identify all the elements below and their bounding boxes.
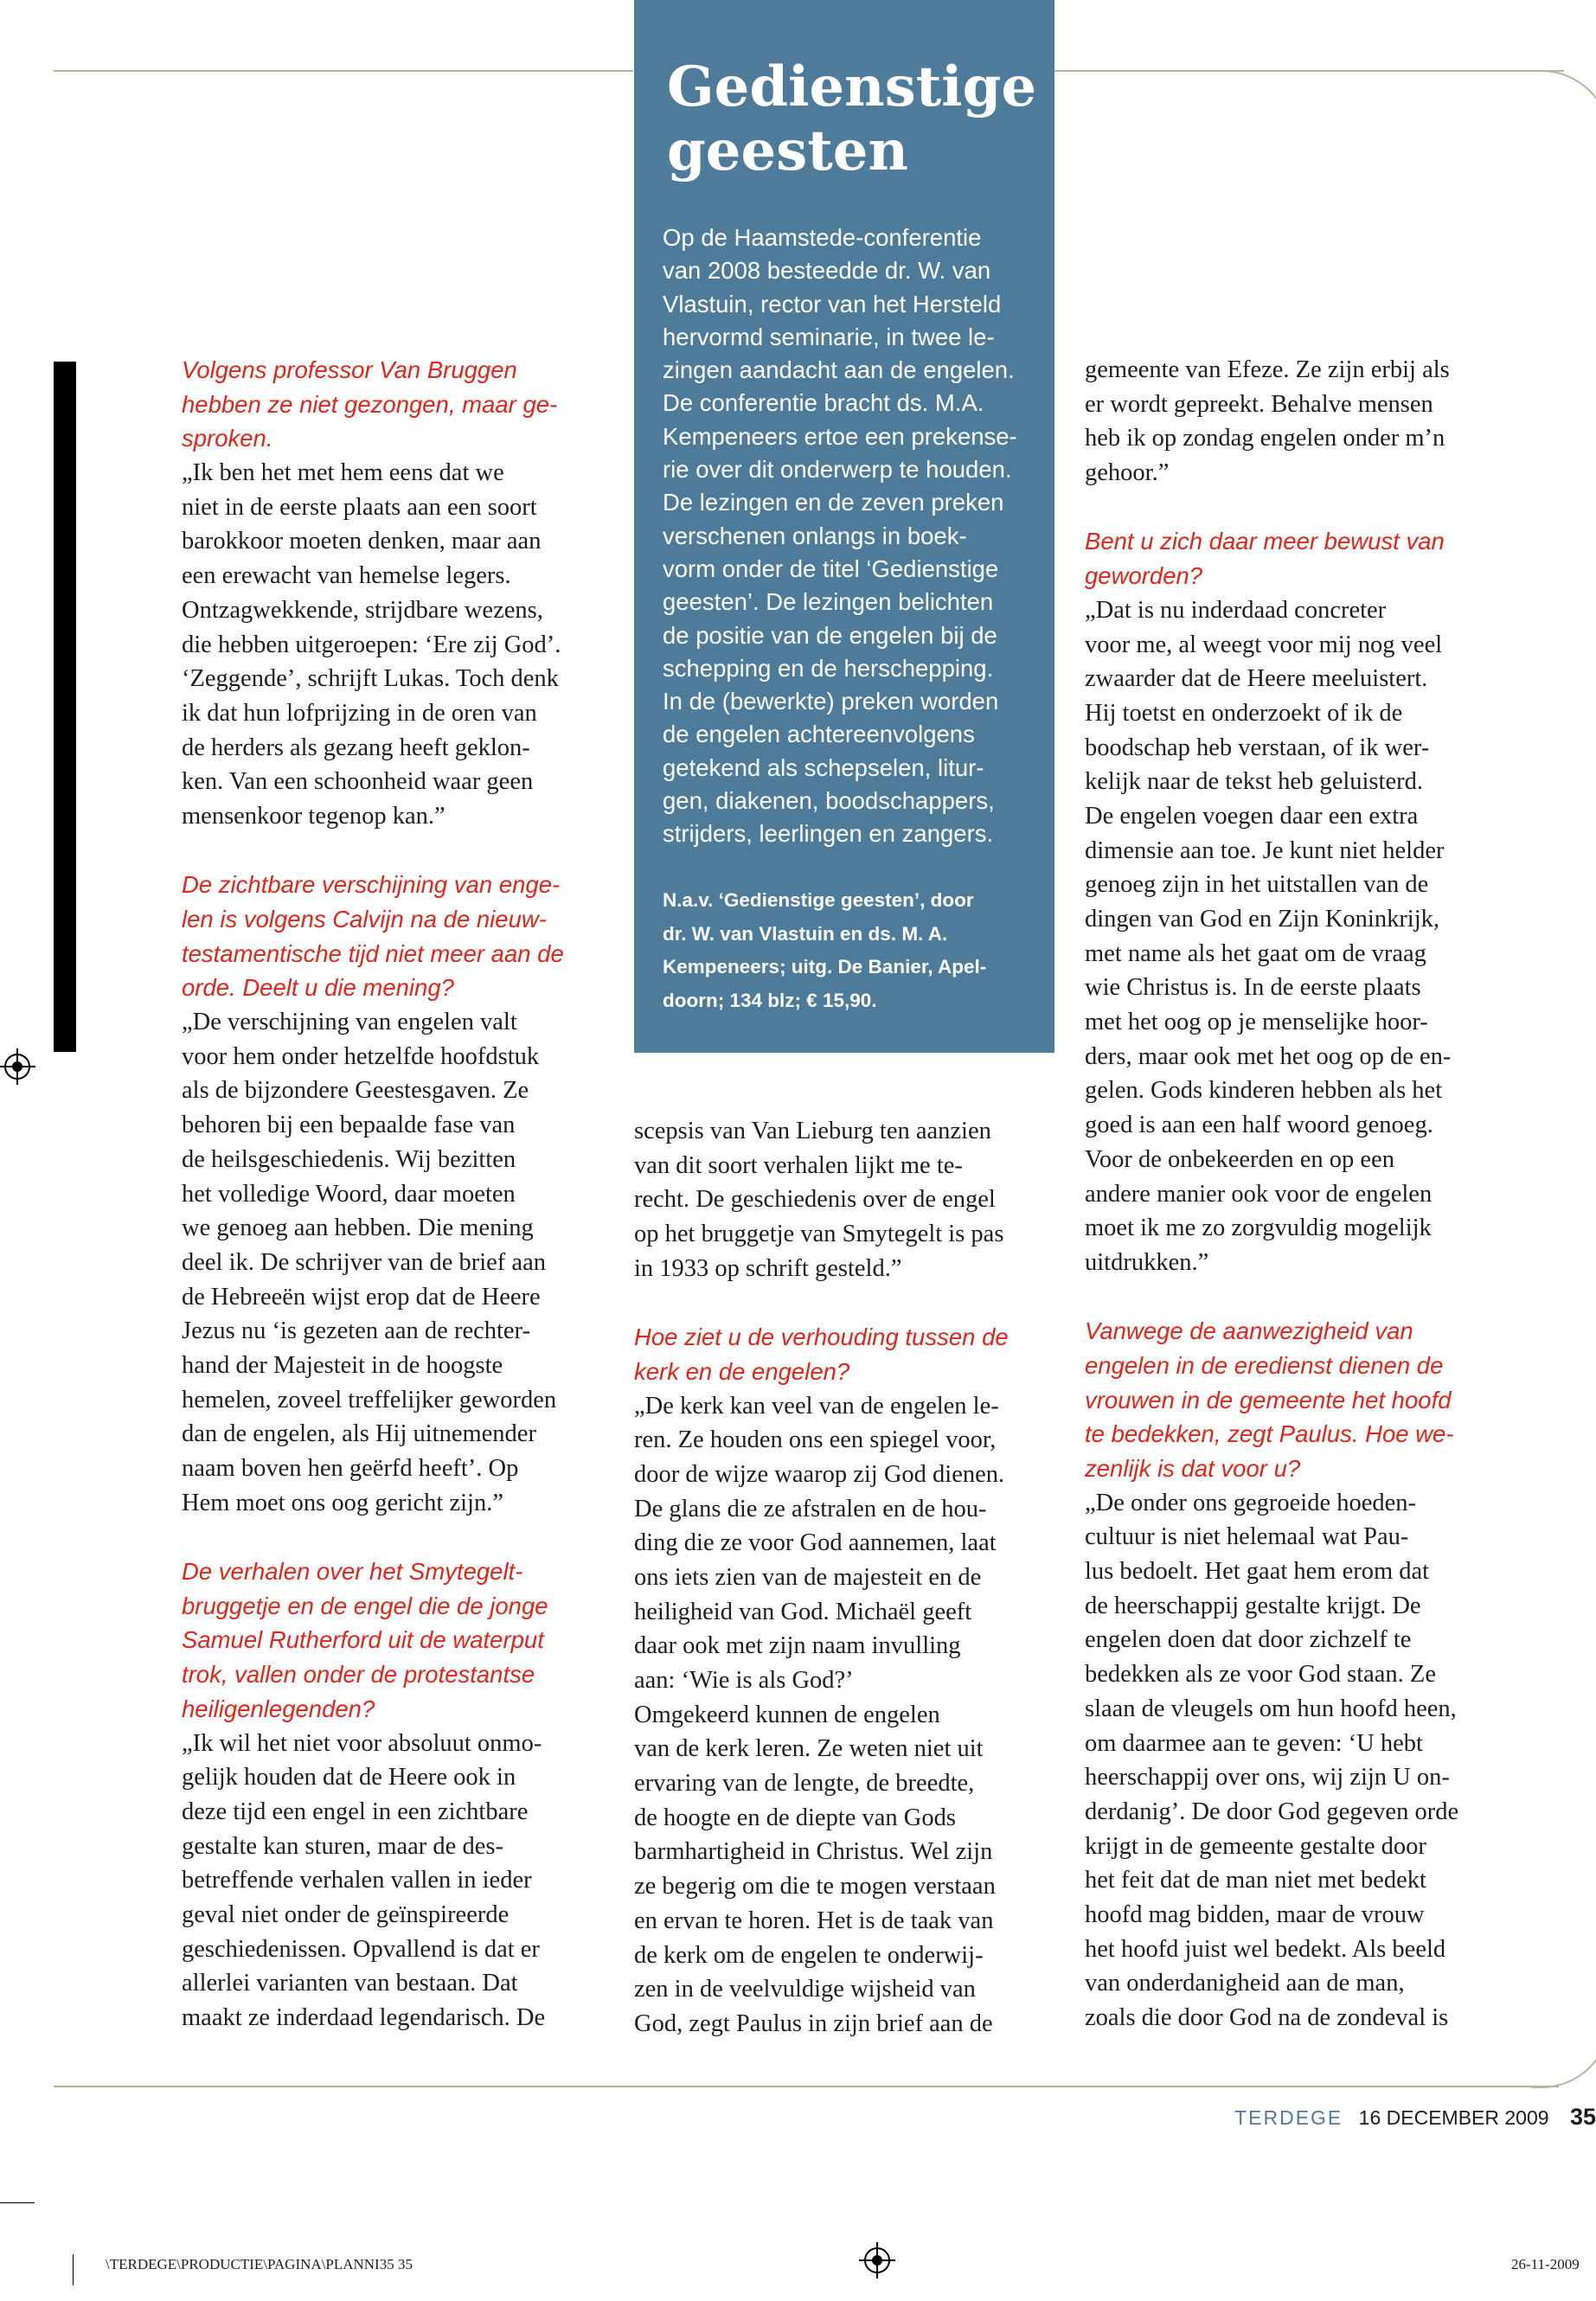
answer-text-line: allerlei varianten van bestaan. Dat [182, 1970, 518, 1997]
answer-text-line: er wordt gepreekt. Behalve mensen [1085, 390, 1433, 418]
issue-date: 16 DECEMBER 2009 [1358, 2106, 1549, 2129]
answer-text-line: boodschap heb verstaan, of ik wer- [1085, 734, 1430, 761]
interview-question-line: Samuel Rutherford uit de waterput [182, 1626, 544, 1654]
answer-text-line: „Ik wil het niet voor absoluut onmo- [182, 1729, 542, 1757]
answer-text-line: heb ik op zondag engelen onder m’n [1085, 425, 1445, 452]
crop-mark [0, 2202, 35, 2203]
answer-text-line: gelijk houden dat de Heere ook in [182, 1764, 516, 1791]
answer-text-line: met het oog op je menselijke hoor- [1085, 1009, 1428, 1036]
answer-text-line: ren. Ze houden ons een spiegel voor, [634, 1426, 997, 1454]
top-rule-left [54, 70, 633, 72]
interview-question-line: Volgens professor Van Bruggen [182, 356, 517, 383]
interview-question-line: te bedekken, zegt Paulus. Hoe we- [1085, 1420, 1454, 1448]
magazine-name: TERDEGE [1234, 2106, 1343, 2129]
answer-text-line: de heerschappij gestalte krijgt. De [1085, 1592, 1421, 1619]
answer-text-line: geval niet onder de geïnspireerde [182, 1900, 510, 1928]
article-column-3 [1085, 353, 1526, 2035]
paragraph-gap [1085, 1280, 1526, 1315]
sidebar-text-line: Vlastuin, rector van het Hersteld [663, 290, 1002, 317]
page-number: 35 [1569, 2104, 1596, 2130]
answer-text-line: ervaring van de lengte, de breedte, [634, 1770, 975, 1798]
answer-text-line: kelijk naar de tekst heb geluisterd. [1085, 768, 1423, 796]
slug-file-path: \TERDEGE\PRODUCTIE\PAGINA\PLANNI35 35 [106, 2256, 413, 2272]
answer-text-line: door de wijze waarop zij God dienen. [634, 1460, 1005, 1488]
answer-text-line: en ervan te horen. Het is de taak van [634, 1907, 994, 1934]
answer-text-line: ding die ze voor God aannemen, laat [634, 1529, 997, 1557]
answer-text-line: naam boven hen geërfd heeft’. Op [182, 1455, 519, 1482]
sidebar-text-line: van 2008 besteedde dr. W. van [663, 257, 991, 285]
book-sidebar [634, 0, 1054, 1053]
answer-text-line: we genoeg aan hebben. Die mening [182, 1215, 534, 1242]
sidebar-text-line: Kempeneers ertoe een prekense- [663, 422, 1017, 450]
answer-text-line: hemelen, zoveel treffelijker geworden [182, 1386, 557, 1413]
answer-text-line: om daarmee aan te geven: ‘U hebt [1085, 1729, 1423, 1757]
sidebar-text-line: hervormd seminarie, in twee le- [663, 323, 995, 350]
answer-text-line: God, zegt Paulus in zijn brief aan de [634, 2009, 993, 2037]
answer-text-line: krijgt in de gemeente gestalte door [1085, 1832, 1426, 1860]
answer-text-line: gemeente van Efeze. Ze zijn erbij als [1085, 356, 1450, 383]
answer-text-line: zwaarder dat de Heere meeluistert. [1085, 665, 1428, 693]
answer-text-line: andere manier ook voor de engelen [1085, 1180, 1433, 1208]
answer-text-line: ze begerig om die te mogen verstaan [634, 1873, 996, 1900]
answer-text-line: „Ik ben het met hem eens dat we [182, 459, 504, 487]
interview-question-line: sproken. [182, 425, 273, 452]
answer-text-line: hoofd mag bidden, maar de vrouw [1085, 1900, 1425, 1928]
interview-question-line: De zichtbare verschijning van enge- [182, 871, 561, 899]
interview-question-line: geworden? [1085, 562, 1203, 590]
answer-text-line: daar ook met zijn naam invulling [634, 1632, 961, 1660]
bottom-rule-corner [1531, 2016, 1596, 2088]
answer-text-line: dan de engelen, als Hij uitnemender [182, 1420, 536, 1448]
interview-question-line: len is volgens Calvijn na de nieuw- [182, 906, 547, 933]
interview-question-line: trok, vallen onder de protestantse [182, 1661, 535, 1689]
paragraph-gap [634, 1285, 1058, 1320]
answer-text-line: Hem moet ons oog gericht zijn.” [182, 1489, 503, 1516]
answer-text-line: moet ik me zo zorgvuldig mogelijk [1085, 1215, 1432, 1242]
answer-text-line: Voor de onbekeerden en op een [1085, 1145, 1394, 1173]
sidebar-title-line: geesten [667, 119, 909, 183]
answer-text-line: Ontzagwekkende, strijdbare wezens, [182, 596, 543, 624]
top-rule-right [1054, 70, 1564, 72]
answer-text-line: heerschappij over ons, wij zijn U on- [1085, 1764, 1450, 1791]
paragraph-gap [182, 1520, 606, 1554]
answer-text-line: behoren bij een bepaalde fase van [182, 1112, 516, 1139]
answer-text-line: voor me, al weegt voor mij nog veel [1085, 631, 1443, 658]
answer-text-line: als de bijzondere Geestesgaven. Ze [182, 1077, 529, 1105]
answer-text-line: zoals die door God na de zondeval is [1085, 2004, 1449, 2031]
answer-text-line: de hoogte en de diepte van Gods [634, 1804, 956, 1831]
answer-text-line: ik dat hun lofprijzing in de oren van [182, 699, 537, 727]
answer-text-line: het volledige Woord, daar moeten [182, 1180, 516, 1208]
answer-text-line: van de kerk leren. Ze weten niet uit [634, 1735, 984, 1763]
answer-text-line: „De onder ons gegroeide hoeden- [1085, 1489, 1417, 1516]
answer-text-line: zen in de veelvuldige wijsheid van [634, 1976, 976, 2003]
sidebar-text-line: geesten’. De lezingen belichten [663, 588, 994, 616]
answer-text-line: gestalte kan sturen, maar de des- [182, 1832, 503, 1860]
answer-text-line: met name als het gaat om de vraag [1085, 939, 1426, 967]
answer-text-line: een erewacht van hemelse legers. [182, 562, 511, 590]
answer-text-line: voor hem onder hetzelfde hoofdstuk [182, 1042, 540, 1070]
answer-text-line: gelen. Gods kinderen hebben als het [1085, 1077, 1443, 1105]
answer-text-line: cultuur is niet helemaal wat Pau- [1085, 1523, 1409, 1551]
slug-date: 26-11-2009 [1511, 2256, 1580, 2272]
interview-question-line: Vanwege de aanwezigheid van [1085, 1317, 1413, 1345]
page-footer [1234, 2104, 1596, 2131]
sidebar-text-line: zingen aandacht aan de engelen. [663, 356, 1015, 384]
article-column-1 [182, 353, 606, 2035]
answer-text-line: genoeg zijn in het uitstallen van de [1085, 871, 1429, 899]
answer-text-line: recht. De geschiedenis over de engel [634, 1186, 996, 1214]
sidebar-text-line: strijders, leerlingen en zangers. [663, 820, 994, 848]
interview-question-line: vrouwen in de gemeente het hoofd [1085, 1386, 1452, 1413]
sidebar-text-line: De conferentie bracht ds. M.A. [663, 389, 984, 417]
sidebar-source-line: doorn; 134 blz; € 15,90. [663, 989, 877, 1011]
answer-text-line: mensenkoor tegenop kan.” [182, 802, 445, 830]
answer-text-line: „De verschijning van engelen valt [182, 1009, 517, 1036]
answer-text-line: gehoor.” [1085, 459, 1170, 487]
interview-question-line: Hoe ziet u de verhouding tussen de [634, 1324, 1009, 1351]
answer-text-line: De engelen voegen daar een extra [1085, 802, 1419, 830]
sidebar-text [663, 221, 1035, 851]
answer-text-line: in 1933 op schrift gesteld.” [634, 1254, 902, 1282]
interview-question-line: engelen in de eredienst dienen de [1085, 1351, 1444, 1379]
sidebar-text-line: de positie van de engelen bij de [663, 621, 997, 649]
answer-text-line: ons iets zien van de majesteit en de [634, 1563, 982, 1591]
answer-text-line: scepsis van Van Lieburg ten aanzien [634, 1118, 991, 1144]
answer-text-line: betreffende verhalen vallen in ieder [182, 1867, 532, 1894]
top-rule-corner [1531, 70, 1596, 150]
sidebar-text-line: verschenen onlangs in boek- [663, 522, 967, 549]
sidebar-text-line: schepping en de herschepping. [663, 654, 994, 682]
answer-text-line: slaan de vleugels om hun hoofd heen, [1085, 1695, 1457, 1722]
answer-text-line: engelen doen dat door zichzelf te [1085, 1626, 1412, 1654]
answer-text-line: ders, maar ook met het oog op de en- [1085, 1042, 1452, 1070]
paragraph-gap [182, 834, 606, 868]
registration-mark-icon [4, 1054, 30, 1080]
sidebar-text-line: de engelen achtereenvolgens [663, 721, 975, 748]
answer-text-line: Omgekeerd kunnen de engelen [634, 1701, 940, 1728]
answer-text-line: „Dat is nu inderdaad concreter [1085, 596, 1387, 624]
sidebar-text-line: rie over dit onderwerp te houden. [663, 456, 1012, 484]
interview-question-line: kerk en de engelen? [634, 1357, 850, 1385]
answer-text-line: het hoofd juist wel bedekt. Als beeld [1085, 1935, 1446, 1963]
sidebar-text-line: De lezingen en de zeven preken [663, 489, 1004, 516]
interview-question-line: testamentische tijd niet meer aan de [182, 939, 564, 967]
answer-text-line: barokkoor moeten denken, maar aan [182, 528, 542, 555]
answer-text-line: de heilsgeschiedenis. Wij bezitten [182, 1145, 516, 1173]
answer-text-line: barmhartigheid in Christus. Wel zijn [634, 1838, 993, 1866]
sidebar-title [667, 55, 1048, 183]
bottom-rule [54, 2086, 1559, 2087]
answer-text-line: „De kerk kan veel van de engelen le- [634, 1392, 999, 1420]
sidebar-title-line: Gedienstige [667, 54, 1037, 119]
sidebar-text-line: Op de Haamstede-conferentie [663, 224, 982, 251]
answer-text-line: derdanig’. De door God gegeven orde [1085, 1798, 1459, 1825]
answer-text-line: goed is aan een half woord genoeg. [1085, 1112, 1433, 1139]
answer-text-line: deel ik. De schrijver van de brief aan [182, 1248, 546, 1276]
answer-text-line: heiligheid van God. Michaël geeft [634, 1598, 972, 1625]
answer-text-line: niet in de eerste plaats aan een soort [182, 493, 537, 521]
answer-text-line: Hij toetst en onderzoekt of ik de [1085, 699, 1403, 727]
interview-question-line: De verhalen over het Smytegelt- [182, 1558, 523, 1586]
interview-question-line: zenlijk is dat voor u? [1085, 1455, 1301, 1482]
interview-question-line: bruggetje en de engel die de jonge [182, 1592, 548, 1619]
sidebar-source [663, 884, 1035, 1017]
interview-question-line: hebben ze niet gezongen, maar ge- [182, 390, 558, 418]
answer-text-line: lus bedoelt. Het gaat hem erom dat [1085, 1558, 1430, 1586]
interview-question-line: Bent u zich daar meer bewust van [1085, 528, 1445, 555]
answer-text-line: het feit dat de man niet met bedekt [1085, 1867, 1426, 1894]
bleed-bar [54, 362, 76, 1052]
answer-text-line: maakt ze inderdaad legendarisch. De [182, 2004, 546, 2031]
answer-text-line: dimensie aan toe. Je kunt niet helder [1085, 836, 1445, 864]
sidebar-text-line: getekend als schepselen, litur- [663, 753, 984, 781]
answer-text-line: bedekken als ze voor God staan. Ze [1085, 1661, 1436, 1689]
answer-text-line: uitdrukken.” [1085, 1248, 1209, 1276]
answer-text-line: aan: ‘Wie is als God?’ [634, 1667, 854, 1694]
sidebar-text-line: In de (bewerkte) preken worden [663, 688, 999, 715]
answer-text-line: die hebben uitgeroepen: ‘Ere zij God’. [182, 631, 561, 658]
answer-text-line: dingen van God en Zijn Koninkrijk, [1085, 906, 1440, 933]
sidebar-text-line: gen, diakenen, boodschappers, [663, 787, 995, 815]
sidebar-text-line: vorm onder de titel ‘Gedienstige [663, 554, 999, 582]
answer-text-line: de herders als gezang heeft geklon- [182, 734, 530, 761]
answer-text-line: De glans die ze afstralen en de hou- [634, 1495, 987, 1522]
answer-text-line: van onderdanigheid aan de man, [1085, 1970, 1405, 1997]
answer-text-line: hand der Majesteit in de hoogste [182, 1351, 503, 1379]
answer-text-line: wie Christus is. In de eerste plaats [1085, 974, 1421, 1002]
sidebar-source-line: dr. W. van Vlastuin en ds. M. A. [663, 922, 948, 945]
answer-text-line: de Hebreeën wijst erop dat de Heere [182, 1283, 541, 1311]
registration-mark-icon [864, 2247, 890, 2273]
answer-text-line: geschiedenissen. Opvallend is dat er [182, 1935, 540, 1963]
answer-text-line: ‘Zeggende’, schrijft Lukas. Toch denk [182, 665, 559, 693]
answer-text-line: Jezus nu ‘is gezeten aan de rechter- [182, 1317, 530, 1345]
sidebar-source-line: Kempeneers; uitg. De Banier, Apel- [663, 956, 987, 977]
answer-text-line: de kerk om de engelen te onderwij- [634, 1941, 984, 1969]
article-column-2 [634, 1114, 1058, 2041]
sidebar-source-line: N.a.v. ‘Gedienstige geesten’, door [663, 889, 974, 911]
paragraph-gap [1085, 490, 1526, 525]
answer-text-line: van dit soort verhalen lijkt me te- [634, 1151, 963, 1179]
answer-text-line: deze tijd een engel in een zichtbare [182, 1798, 529, 1825]
answer-text-line: op het bruggetje van Smytegelt is pas [634, 1221, 1004, 1248]
interview-question-line: orde. Deelt u die mening? [182, 974, 454, 1002]
crop-mark [73, 2254, 74, 2285]
interview-question-line: heiligenlegenden? [182, 1695, 375, 1722]
answer-text-line: ken. Van een schoonheid waar geen [182, 768, 534, 796]
